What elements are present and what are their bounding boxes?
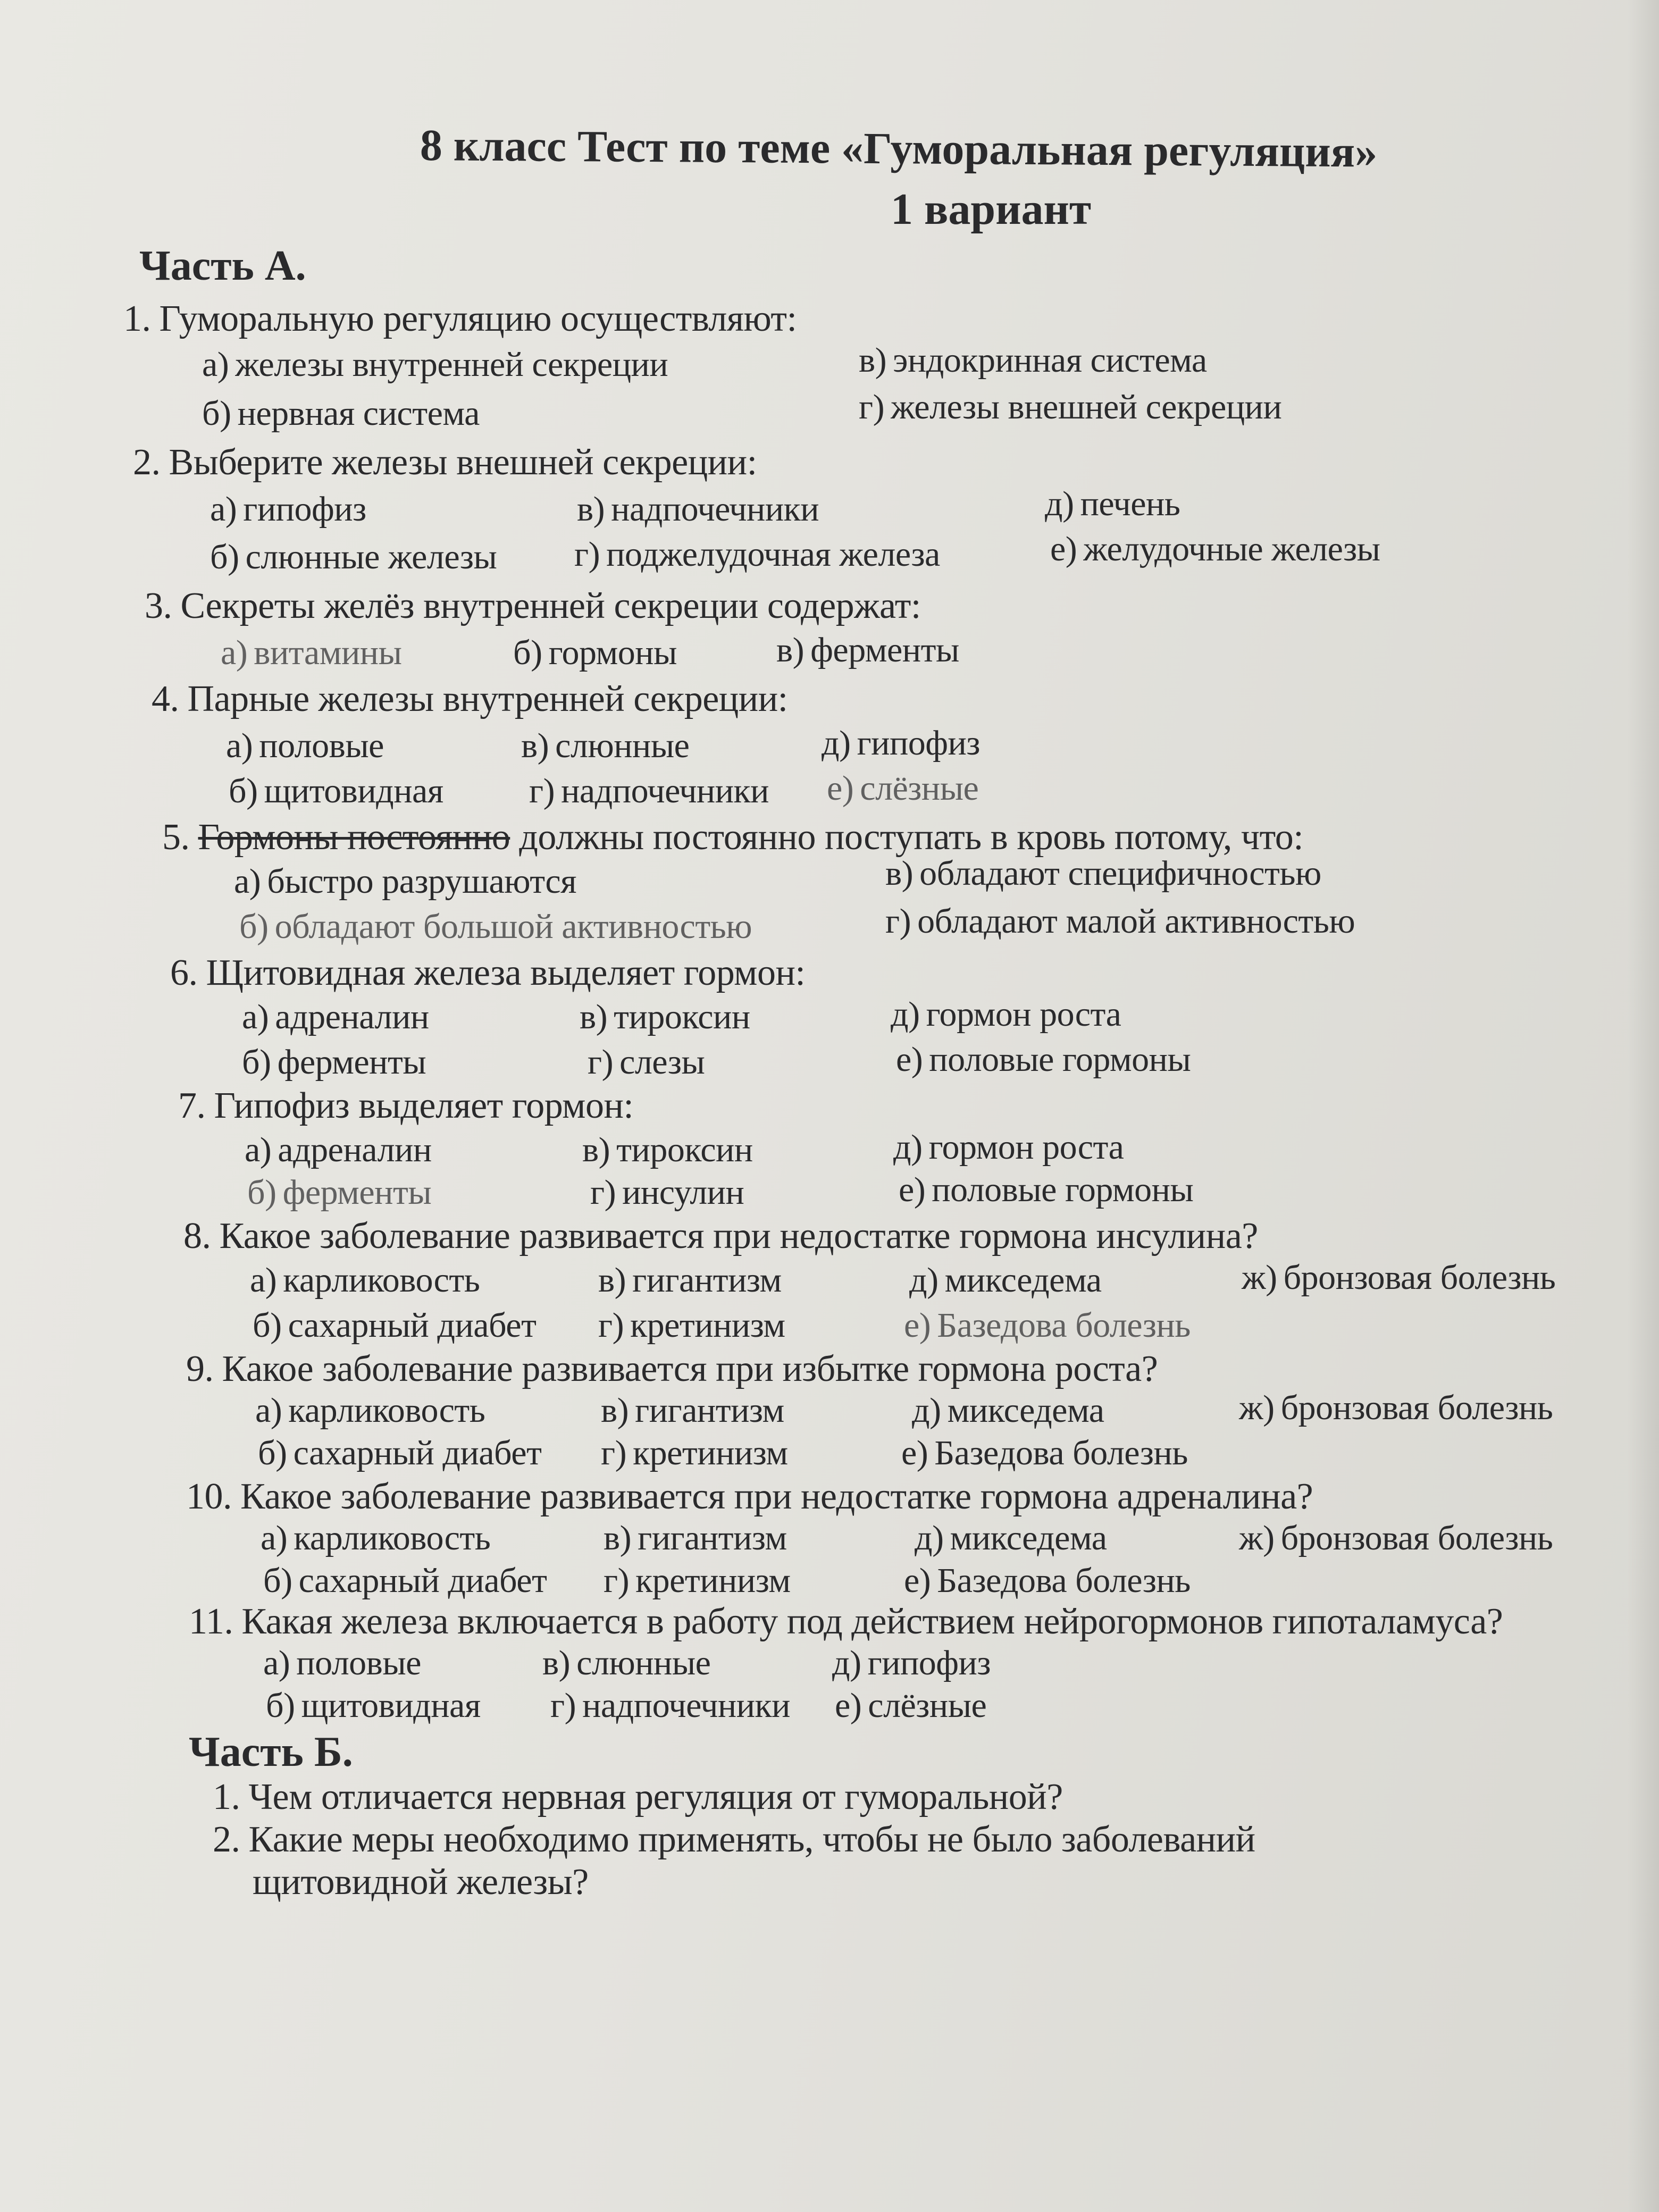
option: б) сахарный диабет: [258, 1434, 542, 1472]
option: д) гипофиз: [832, 1644, 991, 1682]
option: г) обладают малой активностью: [885, 902, 1355, 941]
option: а) железы внутренней секреции: [202, 345, 668, 384]
option: а) карликовость: [261, 1519, 491, 1557]
option: а) гипофиз: [210, 490, 366, 529]
option: д) микседема: [915, 1519, 1107, 1557]
option: в) обладают специфичностью: [885, 854, 1321, 893]
option: г) кретинизм: [604, 1561, 791, 1600]
option: б) сахарный диабет: [263, 1561, 547, 1600]
question-5: 5. Гормоны постоянно должны постоянно поступать в кровь потому, что:: [162, 817, 1304, 858]
option: д) микседема: [909, 1261, 1102, 1300]
option: в) тироксин: [582, 1130, 753, 1169]
option: г) надпочечники: [529, 772, 769, 810]
question-11: 11. Какая железа включается в работу под действием нейрогормонов гипоталамуса?: [189, 1601, 1503, 1642]
option: в) гигантизм: [604, 1519, 787, 1557]
option: б) ферменты: [242, 1043, 426, 1082]
option: г) слезы: [588, 1043, 705, 1082]
question-2: 2. Выберите железы внешней секреции:: [133, 442, 757, 483]
part-a-heading: Часть А.: [139, 242, 306, 289]
variant-label: 1 вариант: [891, 185, 1092, 234]
question-10: 10. Какое заболевание развивается при недостатке гормона адреналина?: [186, 1476, 1313, 1517]
question-6: 6. Щитовидная железа выделяет гормон:: [170, 952, 806, 993]
option: а) адреналин: [242, 998, 429, 1036]
option: г) поджелудочная железа: [574, 535, 940, 574]
question-4: 4. Парные железы внутренней секреции:: [152, 678, 788, 719]
option: в) гигантизм: [598, 1261, 782, 1300]
part-b-question-1: 1. Чем отличается нервная регуляция от гуморальной?: [213, 1777, 1063, 1817]
option: ж) бронзовая болезнь: [1239, 1388, 1553, 1427]
option: б) слюнные железы: [210, 538, 497, 576]
option: а) быстро разрушаются: [234, 862, 576, 901]
option: б) обладают большой активностью: [239, 907, 752, 946]
option: а) половые: [263, 1644, 421, 1682]
question-3: 3. Секреты желёз внутренней секреции содержат:: [145, 585, 921, 626]
question-1: 1. Гуморальную регуляцию осуществляют:: [123, 298, 797, 339]
option: е) слёзные: [827, 769, 979, 808]
option: в) слюнные: [521, 726, 690, 765]
option: в) слюнные: [542, 1644, 711, 1682]
option: в) эндокринная система: [859, 341, 1207, 380]
option: ж) бронзовая болезнь: [1242, 1258, 1556, 1297]
question-7: 7. Гипофиз выделяет гормон:: [178, 1085, 634, 1126]
option: в) тироксин: [580, 998, 750, 1036]
option: в) надпочечники: [577, 490, 819, 529]
option: б) сахарный диабет: [253, 1306, 537, 1345]
option: г) надпочечники: [550, 1686, 790, 1725]
option: д) гормон роста: [893, 1128, 1124, 1167]
question-9: 9. Какое заболевание развивается при избытке гормона роста?: [186, 1348, 1158, 1389]
option: д) гормон роста: [891, 995, 1121, 1034]
option: в) гигантизм: [601, 1391, 784, 1430]
option: е) половые гормоны: [896, 1040, 1191, 1079]
question-8: 8. Какое заболевание развивается при недостатке гормона инсулина?: [183, 1216, 1258, 1256]
option: г) железы внешней секреции: [859, 388, 1282, 426]
option: ж) бронзовая болезнь: [1239, 1519, 1553, 1557]
part-b-question-2-cont: щитовидной железы?: [253, 1862, 589, 1903]
option: в) ферменты: [776, 631, 959, 669]
option: е) Базедова болезнь: [904, 1306, 1191, 1345]
option: д) гипофиз: [822, 724, 980, 763]
page-title: 8 класс Тест по теме «Гуморальная регуляция»: [420, 121, 1378, 177]
option: г) кретинизм: [598, 1306, 785, 1345]
option: а) половые: [226, 726, 384, 765]
option: е) слёзные: [835, 1686, 987, 1725]
option: б) ферменты: [247, 1173, 432, 1212]
option: а) карликовость: [250, 1261, 480, 1300]
option: б) щитовидная: [229, 772, 443, 810]
option: б) гормоны: [513, 633, 677, 672]
option: е) Базедова болезнь: [901, 1434, 1188, 1472]
option: а) адреналин: [245, 1130, 432, 1169]
paper-shadow: [1627, 0, 1659, 2212]
part-b-heading: Часть Б.: [189, 1729, 353, 1775]
option: б) нервная система: [202, 394, 480, 433]
part-b-question-2: 2. Какие меры необходимо применять, чтобы не было заболеваний: [213, 1819, 1255, 1860]
option: е) желудочные железы: [1050, 530, 1380, 568]
option: г) инсулин: [590, 1173, 744, 1212]
option: е) половые гормоны: [899, 1170, 1194, 1209]
option: г) кретинизм: [601, 1434, 788, 1472]
option: е) Базедова болезнь: [904, 1561, 1191, 1600]
option: а) витамины: [221, 633, 402, 672]
option: д) печень: [1045, 484, 1180, 523]
option: д) микседема: [912, 1391, 1104, 1430]
option: б) щитовидная: [266, 1686, 481, 1725]
option: а) карликовость: [255, 1391, 485, 1430]
